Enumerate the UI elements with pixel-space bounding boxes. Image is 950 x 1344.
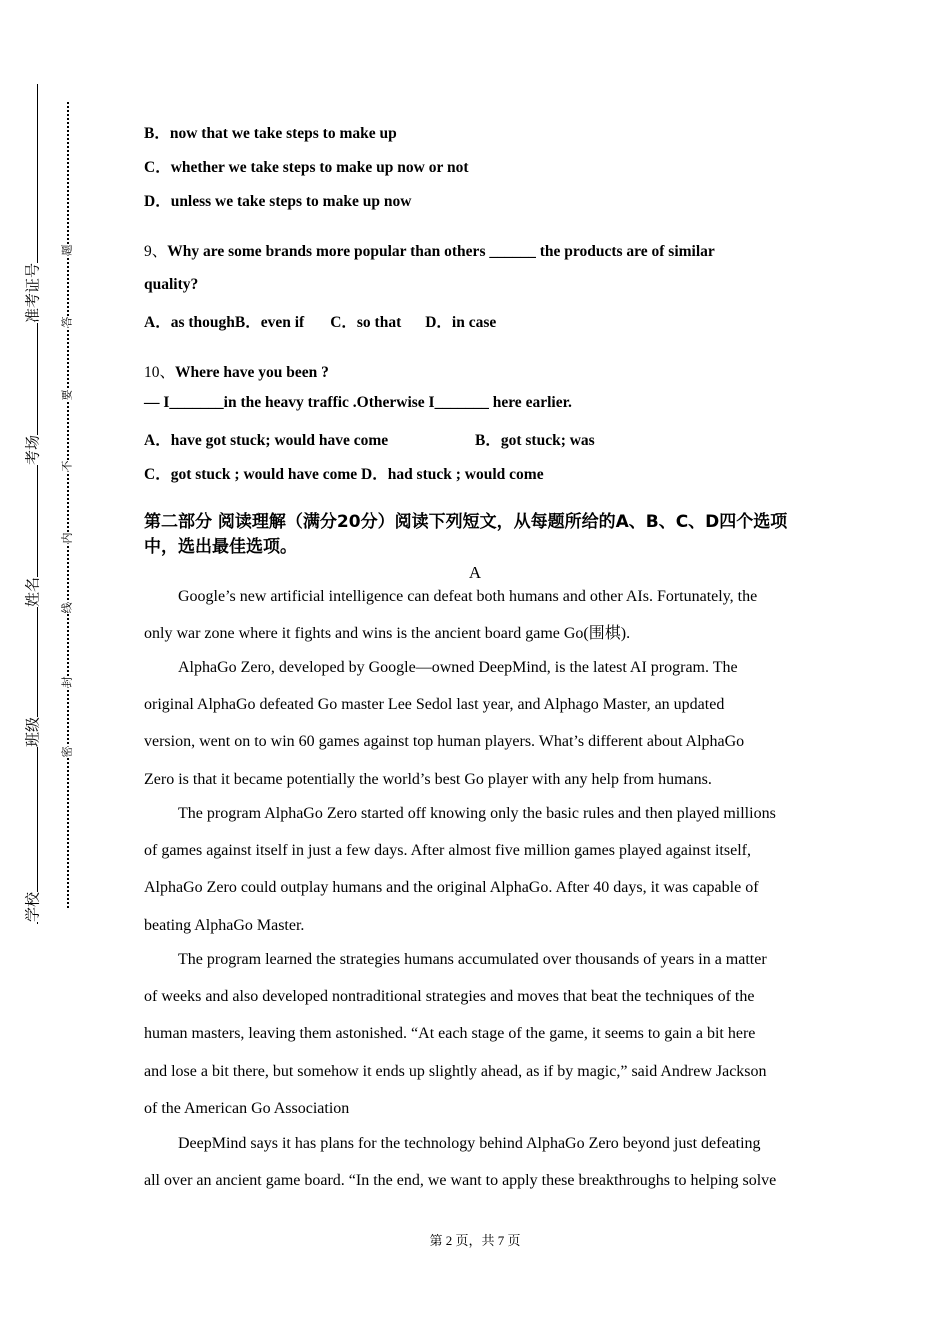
- q9-option-b: B．even if: [234, 314, 305, 331]
- seal-char: 线: [60, 602, 74, 614]
- binding-dotted-line: [67, 102, 69, 908]
- text-line: of weeks and also developed nontraditional strategies and moves that beat the techniques of the: [144, 988, 755, 1006]
- q9-stem: [144, 239, 715, 261]
- text-line: only war zone where it fights and wins is the ancient board game Go(围棋).: [144, 625, 631, 643]
- text-line: beating AlphaGo Master.: [144, 916, 305, 934]
- text-line: version, went on to win 60 games against top human players. What’s different about AlphaGo: [144, 733, 745, 751]
- seal-char: 不: [60, 460, 74, 472]
- passage-paragraph: [144, 795, 814, 944]
- text-line: Google’s new artificial intelligence can defeat both humans and other AIs. Fortunately, the: [178, 588, 758, 605]
- exam-id-label: 准考证号: [20, 263, 45, 323]
- text-line: original AlphaGo defeated Go master Lee Sedol last year, and Alphago Master, an updated: [144, 696, 725, 714]
- q10-stem-text: Where have you been ?: [175, 364, 329, 381]
- text-line: of the American Go Association: [144, 1099, 350, 1117]
- class-label: 班级: [20, 717, 45, 747]
- passage-paragraph: [144, 941, 814, 1127]
- text-line: all over an ancient game board. “In the end, we want to apply these breakthroughs to helping solve: [144, 1172, 777, 1190]
- seal-char: 题: [60, 244, 74, 256]
- text-line: Zero is that it became potentially the world’s best Go player with any help from humans.: [144, 770, 712, 788]
- q10-stem: [144, 360, 329, 382]
- text-line: human masters, leaving them astonished. “At each stage of the game, it seems to gain a bit here: [144, 1025, 756, 1043]
- q10-number: 10、: [144, 364, 176, 381]
- passage-label: A: [468, 563, 482, 582]
- q10-dialog: — I_______in the heavy traffic .Otherwise I_______ here earlier.: [144, 394, 572, 411]
- exam-room-label: 考场: [20, 435, 45, 465]
- seal-char: 密: [60, 746, 74, 758]
- passage-paragraph: [144, 1125, 814, 1199]
- text-line: The program AlphaGo Zero started off knowing only the basic rules and then played millions: [178, 805, 776, 822]
- q9-option-c: C．so that: [330, 314, 402, 331]
- q9-stem-line1: Why are some brands more popular than others ______ the products are of similar: [167, 243, 715, 260]
- passage-paragraph: [144, 578, 814, 652]
- q10-option-c: C．got stuck ; would have come: [144, 466, 358, 483]
- q8-option-b: B．now that we take steps to make up: [144, 125, 397, 142]
- text-line: and lose a bit there, but somehow it ends up slightly ahead, as if by magic,” said Andrew Jackson: [144, 1062, 767, 1080]
- seal-char: 答: [60, 316, 74, 328]
- q9-option-d: D．in case: [425, 314, 497, 331]
- seal-char: 内: [60, 532, 74, 544]
- page-footer: 第 2 页，共 7 页: [429, 1233, 521, 1248]
- q9-options: [144, 310, 496, 332]
- binding-solid-line: [37, 84, 38, 924]
- name-label: 姓名: [20, 577, 45, 607]
- q10-option-d: D．had stuck ; would come: [361, 466, 544, 483]
- school-label: 学校: [20, 892, 45, 922]
- q8-option-d: D．unless we take steps to make up now: [144, 193, 412, 210]
- text-line: The program learned the strategies humans accumulated over thousands of years in a matter: [178, 951, 767, 968]
- section-heading: 第二部分 阅读理解（满分20分）阅读下列短文，从每题所给的A、B、C、D四个选项中，选出最佳选项。: [144, 512, 788, 557]
- text-line: AlphaGo Zero could outplay humans and the original AlphaGo. After 40 days, it was capable of: [144, 879, 759, 897]
- text-line: AlphaGo Zero, developed by Google—owned DeepMind, is the latest AI program. The: [178, 659, 738, 676]
- q10-option-a: A．have got stuck; would have come: [144, 432, 389, 449]
- q10-option-b: B．got stuck; was: [475, 432, 595, 449]
- text-line: DeepMind says it has plans for the technology behind AlphaGo Zero beyond just defeating: [178, 1135, 761, 1152]
- text-line: of games against itself in just a few days. After almost five million games played against itself,: [144, 842, 751, 860]
- q8-option-c: C．whether we take steps to make up now or not: [144, 159, 469, 176]
- seal-char: 封: [60, 676, 74, 688]
- q10-options-cd: [144, 462, 544, 484]
- passage-paragraph: [144, 649, 814, 798]
- q9-option-a: A．as though: [144, 314, 235, 331]
- q9-stem-line2: quality?: [144, 276, 199, 293]
- q9-number: 9、: [144, 243, 168, 260]
- seal-char: 要: [60, 389, 74, 401]
